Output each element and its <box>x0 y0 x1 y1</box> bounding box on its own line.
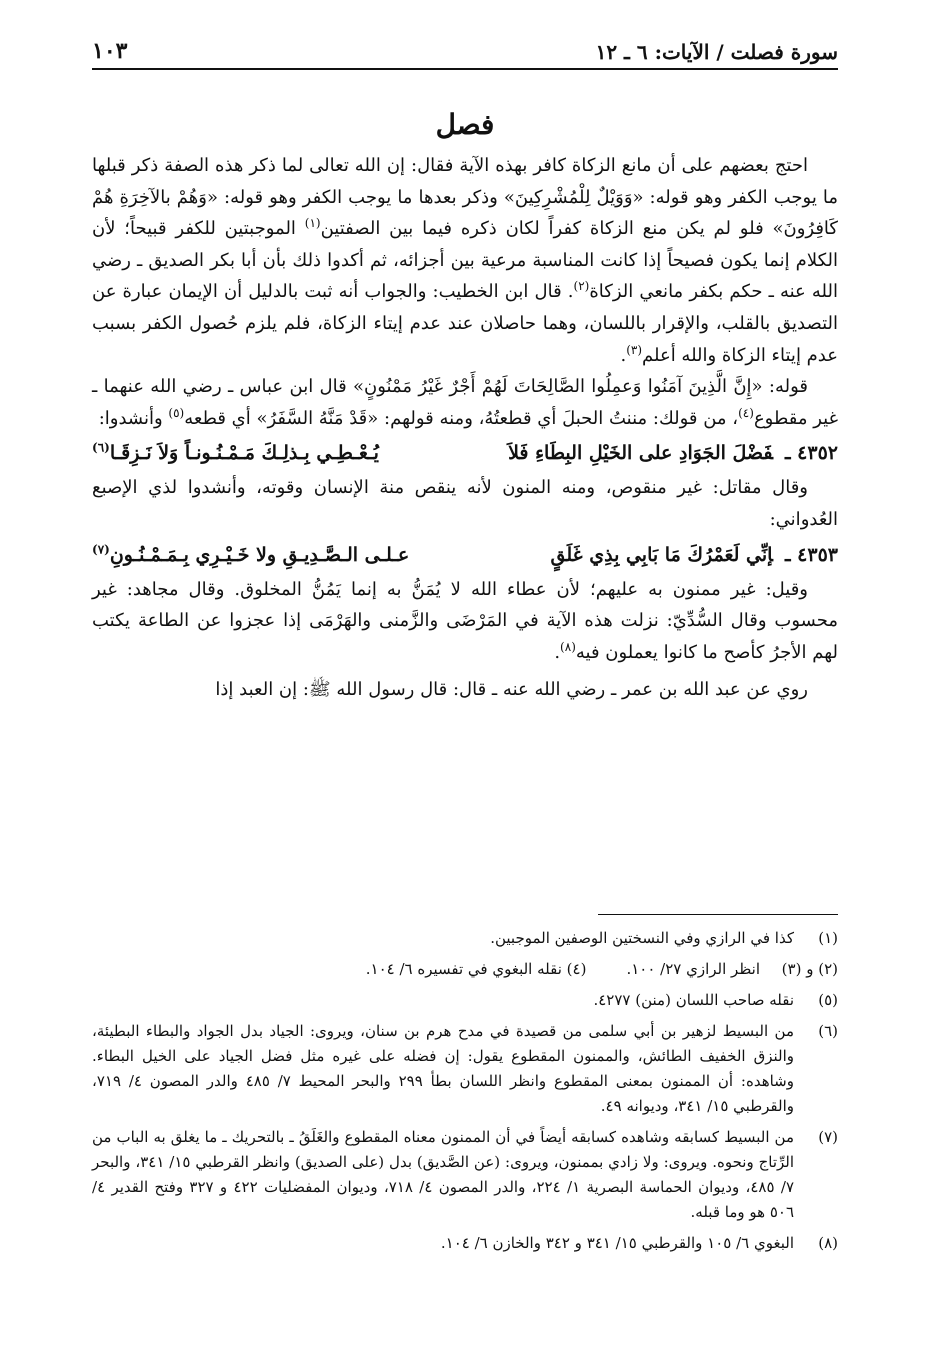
footnote-ref-6: (٦) <box>92 441 110 456</box>
paragraph-3: وقال مقاتل: غير منقوص، ومنه المنون لأنه ينقص منة الإنسان وقوته، وأنشدوا لذي الإصبع العُدواني: <box>92 477 838 530</box>
footnote-ref-3: (٣) <box>626 342 643 357</box>
footnote-ref-1: (١) <box>304 216 321 231</box>
footnote-2-3: انظر الرازي ٢٧/ ١٠٠. <box>626 960 760 978</box>
verse-4352 <box>92 436 838 470</box>
verse-second-hemistich: يُـعْـطِـي بِـذلِـكَ مَـمْـنُـونـاً وَلاَ نَـزِقَـا <box>109 442 379 465</box>
footnote-6: (٦) من البسيط لزهير بن أبي سلمى من قصيدة في مدح هرم بن سنان، ويروى: الجياد بدل الجواد والبطاء البطيئة، والنزق الخفيف الطائش، والممنون المقطوع يقول: إن فضله على غيره مثل فضل الجياد على الخيل البطاء. وشاهده: أن الممنون بمعنى المقطوع وانظر اللسان بطأ ٢٩٩ والبحر المحيط ٧/ ٤٨٥ والدر المصون ٤/ ٧١٩، والقرطبي ١٥/ ٣٤١، وديوانه ٤٩. <box>92 1022 838 1115</box>
footnote-divider <box>598 914 838 915</box>
footnote-8: (٨) البغوي ٦/ ١٠٥ والقرطبي ١٥/ ٣٤١ و ٣٤٢ والخازن ٦/ ١٠٤. <box>440 1234 838 1252</box>
footnotes <box>92 926 838 1262</box>
verse-first-hemistich: إنِّي لَعَمْرُكَ مَا بَابِي بِذِي غَلَقٍ <box>550 543 773 566</box>
footnote-ref-8: (٨) <box>560 639 576 654</box>
footnote-4: (٤) نقله البغوي في تفسيره ٦/ ١٠٤. <box>365 960 587 978</box>
verse-second-hemistich: عـلـى الـصَّـدِيـقِ ولا خَـيْـرِي بِـمَـمْـنُـونِ <box>109 543 410 566</box>
paragraph-5: روي عن عبد الله بن عمر ـ رضي الله عنه ـ قال: قال رسول الله ﷺ: إن العبد إذا <box>215 679 808 701</box>
footnote-ref-4: (٤) <box>738 405 754 420</box>
footnote-2-4: (٢) و (٣) انظر الرازي ٢٧/ ١٠٠. (٤) نقله البغوي في تفسيره ٦/ ١٠٤. <box>92 957 838 982</box>
verse-first-hemistich: فَضْلَ الجَوَادِ على الخَيْلِ البِطَاءِ فَلاَ <box>508 442 773 465</box>
surah-title: سورة فصلت / الآيات: ٦ ـ ١٢ <box>595 40 838 64</box>
verse-number: ٤٣٥٢ ـ <box>784 442 838 465</box>
paragraph-1: احتج بعضهم على أن مانع الزكاة كافر بهذه الآية فقال: إن الله تعالى لما ذكر هذه الصفة ذكر قبلها ما يوجب الكفر وهو قوله: «وَوَيْلٌ لِلْمُشْرِكِينَ» وذكر بعدها ما يوجب الكفر وهو قوله: «وَهُمْ بالآخِرَةِ هُمْ كَافِرُونَ» فلو لم يكن منع الزكاة كفراً لكان ذكره فيما بين الصفتين$^{(١)}$ الموجبتين للكفر قبيحاً؛ لأن الكلام إنما يكون فصيحاً إذا كانت المناسبة مرعية بين أجزائه، ثم أكدوا ذلك بأن أبا بكر الصديق ـ رضي الله عنه ـ حكم بكفر مانعي الزكاة$^{(٢)}$. قال ابن الخطيب: والجواب أنه ثبت بالدليل أن الإيمان عبارة عن التصديق بالقلب، والإقرار باللسان، وهما حاصلان عند عدم إيتاء الزكاة، فلم يلزم حُصول الكفر بسبب عدم إيتاء الزكاة والله أعلم$^{(٣)}$. <box>92 155 838 366</box>
verse-4353 <box>92 538 838 572</box>
section-title: فصل <box>435 108 495 141</box>
verse-number: ٤٣٥٣ ـ <box>784 543 838 566</box>
footnote-7: (٧) من البسيط كسابقه وشاهده كسابقه أيضاً في أن الممنون معناه المقطوع والغَلَقُ ـ بالتحريك ـ ما يغلق به الباب من الرِّتاج ونحوه. ويروى: ولا زادي بممنون، ويروى: (عن الصَّديق) بدل (على الصديق) وانظر القرطبي ١٥/ ٣٤١، والبحر ٧/ ٤٨٥، وديوان الحماسة البصرية ١/ ٢٢٤، والدر المصون ٤/ ٧١٨، وديوان المفضليات ٤٢٢ و ٣٢٧ وفتح القدير ٤/ ٥٠٦ هو وما قبله. <box>92 1128 838 1221</box>
footnote-ref-5: (٥) <box>168 405 185 420</box>
main-text <box>92 150 838 706</box>
footnote-1: (١) كذا في الرازي وفي النسختين الوصفين الموجبين. <box>490 929 838 947</box>
paragraph-4: وقيل: غير ممنون به عليهم؛ لأن عطاء الله لا يُمَنُّ به إنما يَمُنُّ المخلوق. وقال مجاهد: غير محسوب وقال السُّدِّيّ: نزلت هذه الآية في المَرْضَى والزَّمنى والهَرْمَى إذا عجزوا عن الطاعة يكتب لهم الأجرُ كأصح ما كانوا يعملون فيه$^{(٨)}$. <box>92 578 838 663</box>
footnote-ref-2: (٢) <box>573 279 590 294</box>
running-header <box>92 28 838 70</box>
footnote-ref-7: (٧) <box>92 542 110 557</box>
page-number: ١٠٣ <box>92 38 128 64</box>
paragraph-2: قوله: «إِنَّ الَّذِينَ آمَنُوا وَعمِلُوا الصَّالِحَاتَ لَهُمْ أَجْرٌ غَيْرُ مَمْنُونٍ» قال ابن عباس ـ رضي الله عنهما ـ غير مقطوع$^{(٤)}$، من قولك: مننتُ الحبلَ أي قطعتُهُ، ومنه قولهم: «قَدْ مَنَّهُ السَّفَرُ» أي قطعه$^{(٥)}$ وأنشدوا: <box>92 376 838 429</box>
footnote-5: (٥) نقله صاحب اللسان (منن) ٤٢٧٧. <box>593 991 838 1009</box>
